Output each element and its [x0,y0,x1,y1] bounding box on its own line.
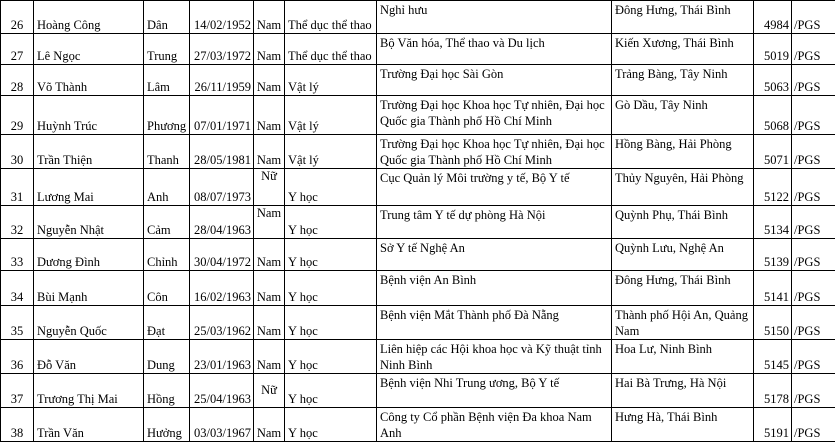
title-cell: /PGS [792,306,835,340]
hometown-cell: Hưng Hà, Thái Bình [612,408,754,442]
given-name-cell: Phương [144,96,190,135]
record-code-cell: 5122 [754,169,792,206]
field-cell: Y học [285,408,377,442]
record-code-cell: 5068 [754,96,792,135]
sex-cell: Nam [254,306,285,340]
organization-cell: Bệnh viện Nhi Trung ương, Bộ Y tế [377,374,612,408]
sex-cell: Nam [254,408,285,442]
title-cell: /PGS [792,34,835,65]
record-code-cell: 5141 [754,271,792,306]
hometown-cell: Đông Hưng, Thái Bình [612,1,754,34]
birth-date-cell: 16/02/1963 [190,271,254,306]
record-code-cell: 5191 [754,408,792,442]
row-number: 30 [1,135,34,169]
record-code-cell: 5150 [754,306,792,340]
surname-cell: Nguyễn Quốc [34,306,144,340]
organization-cell: Bệnh viện Mắt Thành phố Đà Nẵng [377,306,612,340]
field-cell: Y học [285,206,377,239]
surname-cell: Trần Thiện [34,135,144,169]
record-code-cell: 5063 [754,65,792,96]
row-number: 35 [1,306,34,340]
birth-date-cell: 28/05/1981 [190,135,254,169]
surname-cell: Trần Văn [34,408,144,442]
hometown-cell: Kiến Xương, Thái Bình [612,34,754,65]
row-number: 28 [1,65,34,96]
field-cell: Y học [285,169,377,206]
title-cell: /PGS [792,239,835,271]
organization-cell: Trường Đại học Khoa học Tự nhiên, Đại học Quốc gia Thành phố Hồ Chí Minh [377,96,612,135]
surname-cell: Hoàng Công [34,1,144,34]
sex-cell: Nam [254,271,285,306]
table-row [1,306,835,340]
record-code-cell: 4984 [754,1,792,34]
table-row [1,169,835,206]
birth-date-cell: 26/11/1959 [190,65,254,96]
sex-cell: Nữ [254,169,285,206]
title-cell: /PGS [792,135,835,169]
hometown-cell: Đông Hưng, Thái Bình [612,271,754,306]
field-cell: Y học [285,340,377,374]
surname-cell: Nguyễn Nhật [34,206,144,239]
table-row [1,96,835,135]
field-cell: Vật lý [285,65,377,96]
table-row [1,374,835,408]
birth-date-cell: 28/04/1963 [190,206,254,239]
row-number: 32 [1,206,34,239]
birth-date-cell: 25/04/1963 [190,374,254,408]
field-cell: Vật lý [285,96,377,135]
field-cell: Thể dục thể thao [285,34,377,65]
surname-cell: Trương Thị Mai [34,374,144,408]
title-cell: /PGS [792,271,835,306]
birth-date-cell: 07/01/1971 [190,96,254,135]
organization-cell: Sở Y tế Nghệ An [377,239,612,271]
surname-cell: Đỗ Văn [34,340,144,374]
surname-cell: Dương Đình [34,239,144,271]
table-row [1,206,835,239]
table-row [1,34,835,65]
hometown-cell: Thủy Nguyên, Hải Phòng [612,169,754,206]
row-number: 38 [1,408,34,442]
sex-cell: Nam [254,96,285,135]
given-name-cell: Côn [144,271,190,306]
row-number: 26 [1,1,34,34]
title-cell: /PGS [792,65,835,96]
record-code-cell: 5139 [754,239,792,271]
table-row [1,340,835,374]
record-code-cell: 5019 [754,34,792,65]
table-row [1,271,835,306]
sex-cell: Nữ [254,374,285,408]
hometown-cell: Hai Bà Trưng, Hà Nội [612,374,754,408]
sex-cell: Nam [254,135,285,169]
table-row [1,135,835,169]
surname-cell: Lê Ngọc [34,34,144,65]
title-cell: /PGS [792,169,835,206]
surname-cell: Bùi Mạnh [34,271,144,306]
table-row [1,408,835,442]
field-cell: Y học [285,271,377,306]
row-number: 37 [1,374,34,408]
row-number: 34 [1,271,34,306]
record-code-cell: 5134 [754,206,792,239]
table-row [1,1,835,34]
organization-cell: Trung tâm Y tế dự phòng Hà Nội [377,206,612,239]
surname-cell: Lương Mai [34,169,144,206]
field-cell: Y học [285,374,377,408]
hometown-cell: Hồng Bàng, Hải Phòng [612,135,754,169]
given-name-cell: Cảm [144,206,190,239]
title-cell: /PGS [792,408,835,442]
title-cell: /PGS [792,340,835,374]
title-cell: /PGS [792,374,835,408]
sex-cell: Nam [254,65,285,96]
given-name-cell: Lâm [144,65,190,96]
sex-cell: Nam [254,206,285,239]
given-name-cell: Dung [144,340,190,374]
row-number: 36 [1,340,34,374]
birth-date-cell: 03/03/1967 [190,408,254,442]
birth-date-cell: 23/01/1963 [190,340,254,374]
given-name-cell: Chỉnh [144,239,190,271]
field-cell: Y học [285,306,377,340]
sex-cell: Nam [254,34,285,65]
birth-date-cell: 30/04/1972 [190,239,254,271]
row-number: 27 [1,34,34,65]
table-row [1,65,835,96]
title-cell: /PGS [792,96,835,135]
record-code-cell: 5145 [754,340,792,374]
sex-cell: Nam [254,239,285,271]
sex-cell: Nam [254,1,285,34]
birth-date-cell: 27/03/1972 [190,34,254,65]
organization-cell: Nghỉ hưu [377,1,612,34]
birth-date-cell: 14/02/1952 [190,1,254,34]
hometown-cell: Quỳnh Lưu, Nghệ An [612,239,754,271]
given-name-cell: Hồng [144,374,190,408]
birth-date-cell: 08/07/1973 [190,169,254,206]
given-name-cell: Đạt [144,306,190,340]
field-cell: Vật lý [285,135,377,169]
field-cell: Thể dục thể thao [285,1,377,34]
given-name-cell: Dân [144,1,190,34]
organization-cell: Bệnh viện An Bình [377,271,612,306]
field-cell: Y học [285,239,377,271]
hometown-cell: Hoa Lư, Ninh Bình [612,340,754,374]
organization-cell: Trường Đại học Khoa học Tự nhiên, Đại học Quốc gia Thành phố Hồ Chí Minh [377,135,612,169]
record-code-cell: 5071 [754,135,792,169]
surname-cell: Huỳnh Trúc [34,96,144,135]
organization-cell: Cục Quản lý Môi trường y tế, Bộ Y tế [377,169,612,206]
record-code-cell: 5178 [754,374,792,408]
table-row [1,239,835,271]
organization-cell: Liên hiệp các Hội khoa học và Kỹ thuật tỉnh Ninh Bình [377,340,612,374]
given-name-cell: Thanh [144,135,190,169]
row-number: 33 [1,239,34,271]
organization-cell: Bộ Văn hóa, Thể thao và Du lịch [377,34,612,65]
hometown-cell: Trảng Bàng, Tây Ninh [612,65,754,96]
organization-cell: Công ty Cổ phần Bệnh viện Đa khoa Nam Anh [377,408,612,442]
row-number: 31 [1,169,34,206]
sex-cell: Nam [254,340,285,374]
surname-cell: Võ Thành [34,65,144,96]
row-number: 29 [1,96,34,135]
hometown-cell: Quỳnh Phụ, Thái Bình [612,206,754,239]
given-name-cell: Trung [144,34,190,65]
organization-cell: Trường Đại học Sài Gòn [377,65,612,96]
birth-date-cell: 25/03/1962 [190,306,254,340]
given-name-cell: Hưởng [144,408,190,442]
given-name-cell: Anh [144,169,190,206]
title-cell: /PGS [792,206,835,239]
hometown-cell: Gò Dầu, Tây Ninh [612,96,754,135]
hometown-cell: Thành phố Hội An, Quảng Nam [612,306,754,340]
title-cell: /PGS [792,1,835,34]
